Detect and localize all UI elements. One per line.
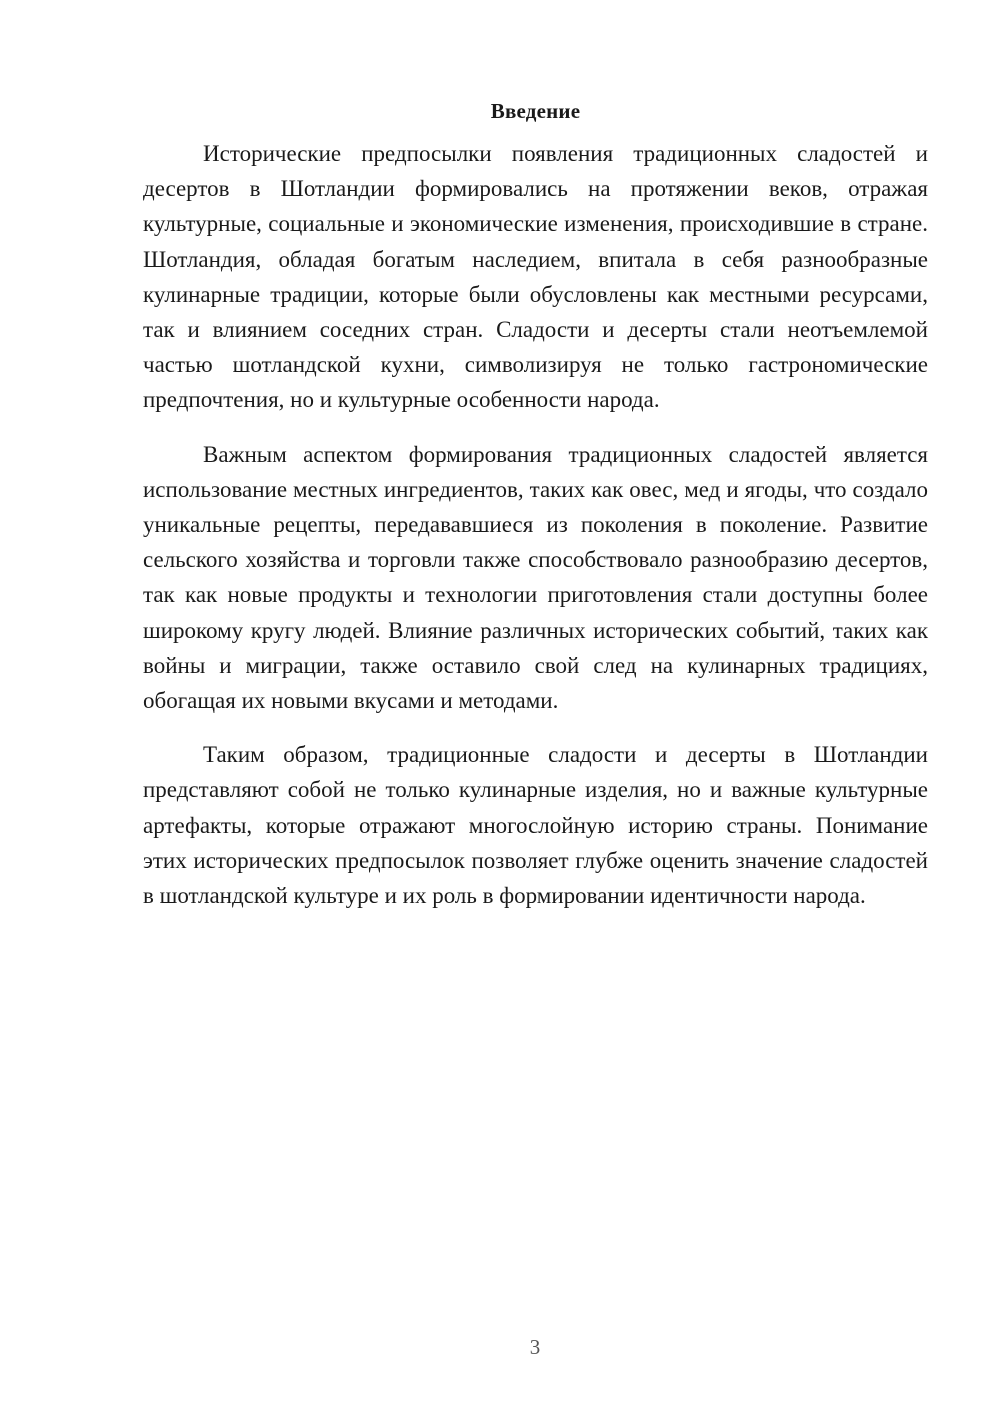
paragraph-3: Таким образом, традиционные сладости и десерты в Шотландии представляют собой не только кулинарные изделия, но и важные культурные артефакты, которые отражают многослойную историю страны. Понимание этих исторических предпосылок позволяет глубже оценить значение сладостей в шотландской культуре и их роль в формировании идентичности народа. — [143, 742, 928, 909]
paragraph-2: Важным аспектом формирования традиционных сладостей является использование местных ингредиентов, таких как овес, мед и ягоды, что создало уникальные рецепты, передававшиеся из поколения в поколение. Развитие сельского хозяйства и торговли также способствовало разнообразию десертов, так как новые продукты и технологии приготовления стали доступны более широкому кругу людей. Влияние различных исторических событий, таких как войны и миграции, также оставило свой след на кулинарных традициях, обогащая их новыми вкусами и методами. — [143, 441, 928, 714]
section-title: Введение — [490, 99, 581, 123]
page-number: 3 — [529, 1335, 541, 1359]
page-content — [143, 96, 928, 932]
paragraph-1: Исторические предпосылки появления традиционных сладостей и десертов в Шотландии формировались на протяжении веков, отражая культурные, социальные и экономические изменения, происходившие в стране. Шотландия, обладая богатым наследием, впитала в себя разнообразные кулинарные традиции, которые были обусловлены как местными ресурсами, так и влиянием соседних стран. Сладости и десерты стали неотъемлемой частью шотландской кухни, символизируя не только гастрономические предпочтения, но и культурные особенности народа. — [143, 141, 928, 413]
